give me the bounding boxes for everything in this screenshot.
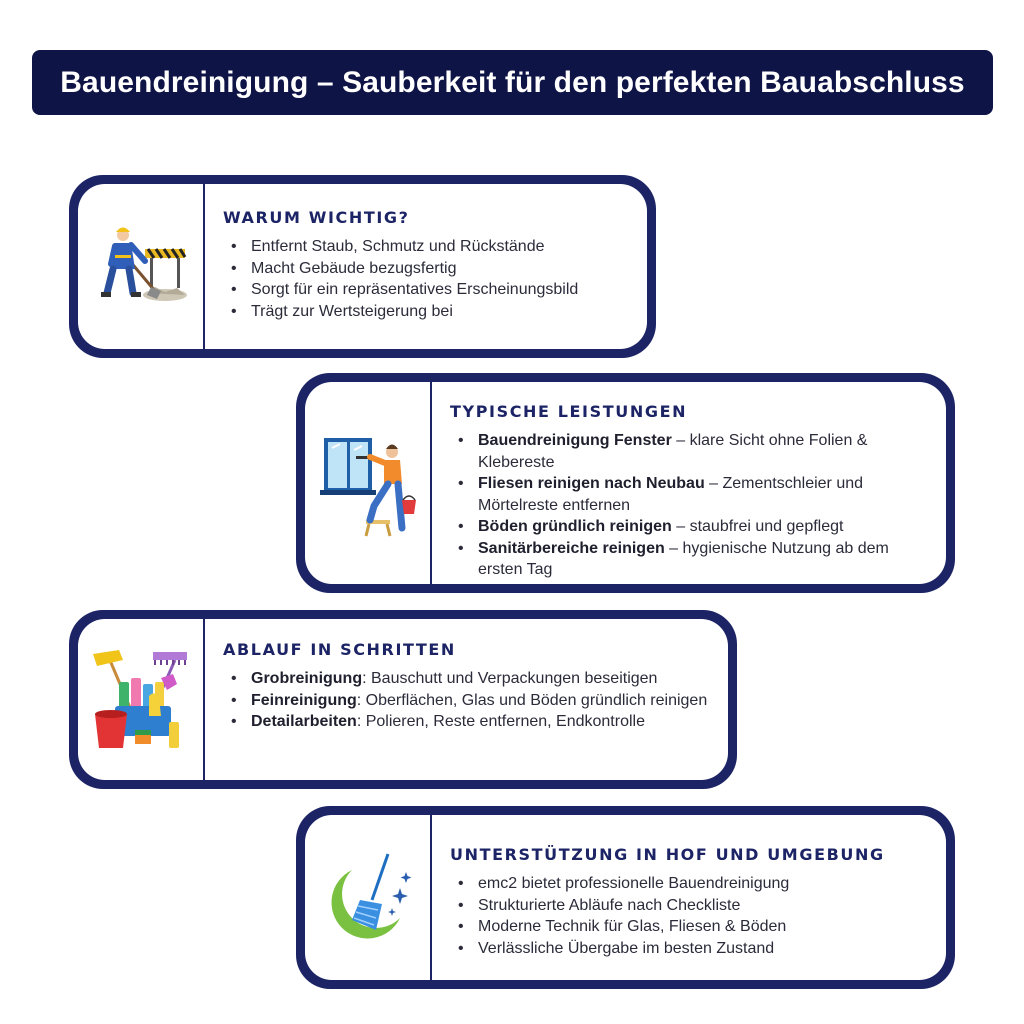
card-unterstuetzung	[296, 806, 955, 989]
card-heading: UNTERSTÜTZUNG IN HOF UND UMGEBUNG	[450, 845, 885, 864]
list-item: • emc2 bietet professionelle Bauendreinigung	[450, 873, 928, 895]
card-typische-leistungen	[296, 373, 955, 593]
card-heading: WARUM WICHTIG?	[223, 208, 410, 227]
list-item: • Moderne Technik für Glas, Fliesen & Böden	[450, 916, 928, 938]
card-heading: TYPISCHE LEISTUNGEN	[450, 402, 688, 421]
list-item: • Fliesen reinigen nach Neubau – Zementschleier und Mörtelreste entfernen	[450, 473, 928, 516]
list-item: • Sanitärbereiche reinigen – hygienische Nutzung ab dem ersten Tag	[450, 538, 928, 581]
list-item: • Entfernt Staub, Schmutz und Rückstände	[223, 236, 629, 258]
list-item: • Feinreinigung: Oberflächen, Glas und Böden gründlich reinigen	[223, 690, 710, 712]
title-banner	[32, 50, 993, 115]
bullet-list	[450, 873, 928, 959]
card-warum-wichtig	[69, 175, 656, 358]
list-item: • Verlässliche Übergabe im besten Zustand	[450, 938, 928, 960]
window-cleaner-icon	[320, 428, 416, 538]
bullet-list	[450, 430, 928, 581]
bullet-list	[223, 668, 710, 733]
list-item: • Trägt zur Wertsteigerung bei	[223, 301, 629, 323]
list-item: • Böden gründlich reinigen – staubfrei und gepflegt	[450, 516, 928, 538]
card-ablauf-in-schritten	[69, 610, 737, 789]
bullet-list	[223, 236, 629, 322]
list-item: • Sorgt für ein repräsentatives Erscheinungsbild	[223, 279, 629, 301]
construction-worker-icon	[93, 219, 189, 315]
list-item: • Strukturierte Abläufe nach Checkliste	[450, 895, 928, 917]
list-item: • Macht Gebäude bezugsfertig	[223, 258, 629, 280]
list-item: • Detailarbeiten: Polieren, Reste entfernen, Endkontrolle	[223, 711, 710, 733]
page-title: Bauendreinigung – Sauberkeit für den perfekten Bauabschluss	[60, 65, 965, 99]
cleaning-supplies-icon	[91, 648, 191, 752]
list-item: • Grobreinigung: Bauschutt und Verpackungen beseitigen	[223, 668, 710, 690]
broom-sparkle-icon	[322, 848, 414, 948]
list-item: • Bauendreinigung Fenster – klare Sicht ohne Folien & Klebereste	[450, 430, 928, 473]
card-heading: ABLAUF IN SCHRITTEN	[223, 640, 456, 659]
